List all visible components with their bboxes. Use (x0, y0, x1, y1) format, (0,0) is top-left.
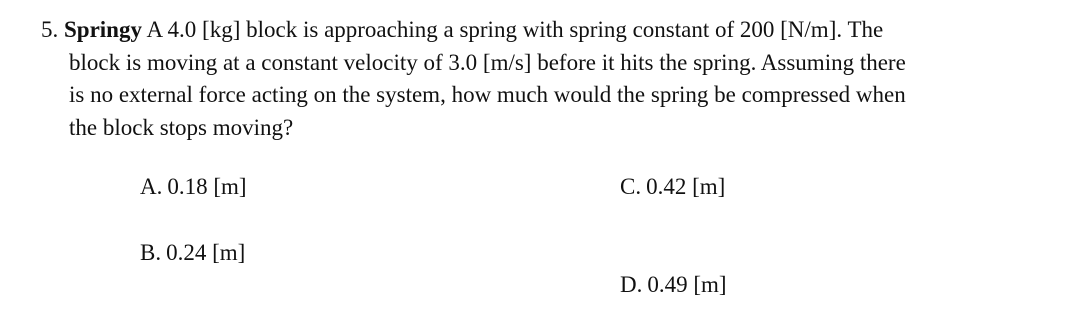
choice-d-letter: D. (620, 272, 643, 297)
choice-b-letter: B. (140, 240, 162, 265)
choice-c (620, 172, 725, 202)
choice-a-letter: A. (140, 174, 163, 199)
problem-text-line-3: is no external force acting on the system, how much would the spring be compressed when (69, 82, 906, 107)
choice-b (140, 238, 245, 268)
choice-d-text: 0.49 [m] (647, 272, 727, 297)
problem-first-line (41, 14, 1021, 47)
choice-a-text: 0.18 [m] (167, 174, 247, 199)
problem-text-line-4: the block stops moving? (69, 114, 294, 140)
choice-c-letter: C. (620, 174, 642, 199)
problem-number: 5. (41, 17, 59, 42)
problem-title: Springy (64, 17, 142, 42)
problem-body (41, 47, 1021, 145)
choice-d (620, 270, 727, 300)
choice-b-text: 0.24 [m] (166, 240, 246, 265)
choice-c-text: 0.42 [m] (646, 174, 726, 199)
problem-text-line-2: block is moving at a constant velocity of 3.0 [m/s] before it hits the spring. Assuming there (69, 49, 906, 75)
problem-statement (41, 14, 1021, 144)
choice-a (140, 172, 247, 202)
problem-text-line-1: A 4.0 [kg] block is approaching a spring with spring constant of 200 [N/m]. The (146, 17, 884, 42)
